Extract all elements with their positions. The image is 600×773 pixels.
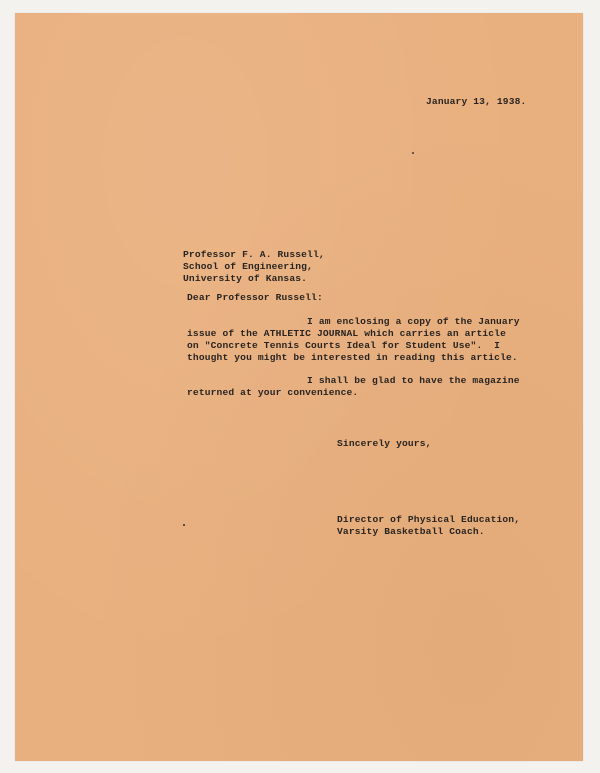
recipient-line: Professor F. A. Russell, bbox=[183, 249, 325, 260]
recipient-line: School of Engineering, bbox=[183, 261, 313, 272]
paragraph-line: returned at your convenience. bbox=[187, 387, 359, 398]
letter-page bbox=[15, 13, 583, 761]
paper-speck bbox=[183, 524, 185, 526]
closing: Sincerely yours, bbox=[337, 438, 432, 449]
paragraph-line: issue of the ATHLETIC JOURNAL which carries an article bbox=[187, 328, 506, 339]
recipient-line: University of Kansas. bbox=[183, 273, 308, 284]
paragraph-line: I am enclosing a copy of the January bbox=[307, 316, 520, 327]
signature-line: Director of Physical Education, bbox=[337, 514, 521, 525]
salutation: Dear Professor Russell: bbox=[187, 292, 323, 303]
paper-speck bbox=[412, 152, 414, 154]
signature-line: Varsity Basketball Coach. bbox=[337, 526, 485, 537]
letter-date: January 13, 1938. bbox=[426, 96, 527, 107]
paragraph-line: on "Concrete Tennis Courts Ideal for Student Use". I bbox=[187, 340, 501, 351]
paragraph-line: I shall be glad to have the magazine bbox=[307, 375, 520, 386]
paragraph-line: thought you might be interested in reading this article. bbox=[187, 352, 518, 363]
